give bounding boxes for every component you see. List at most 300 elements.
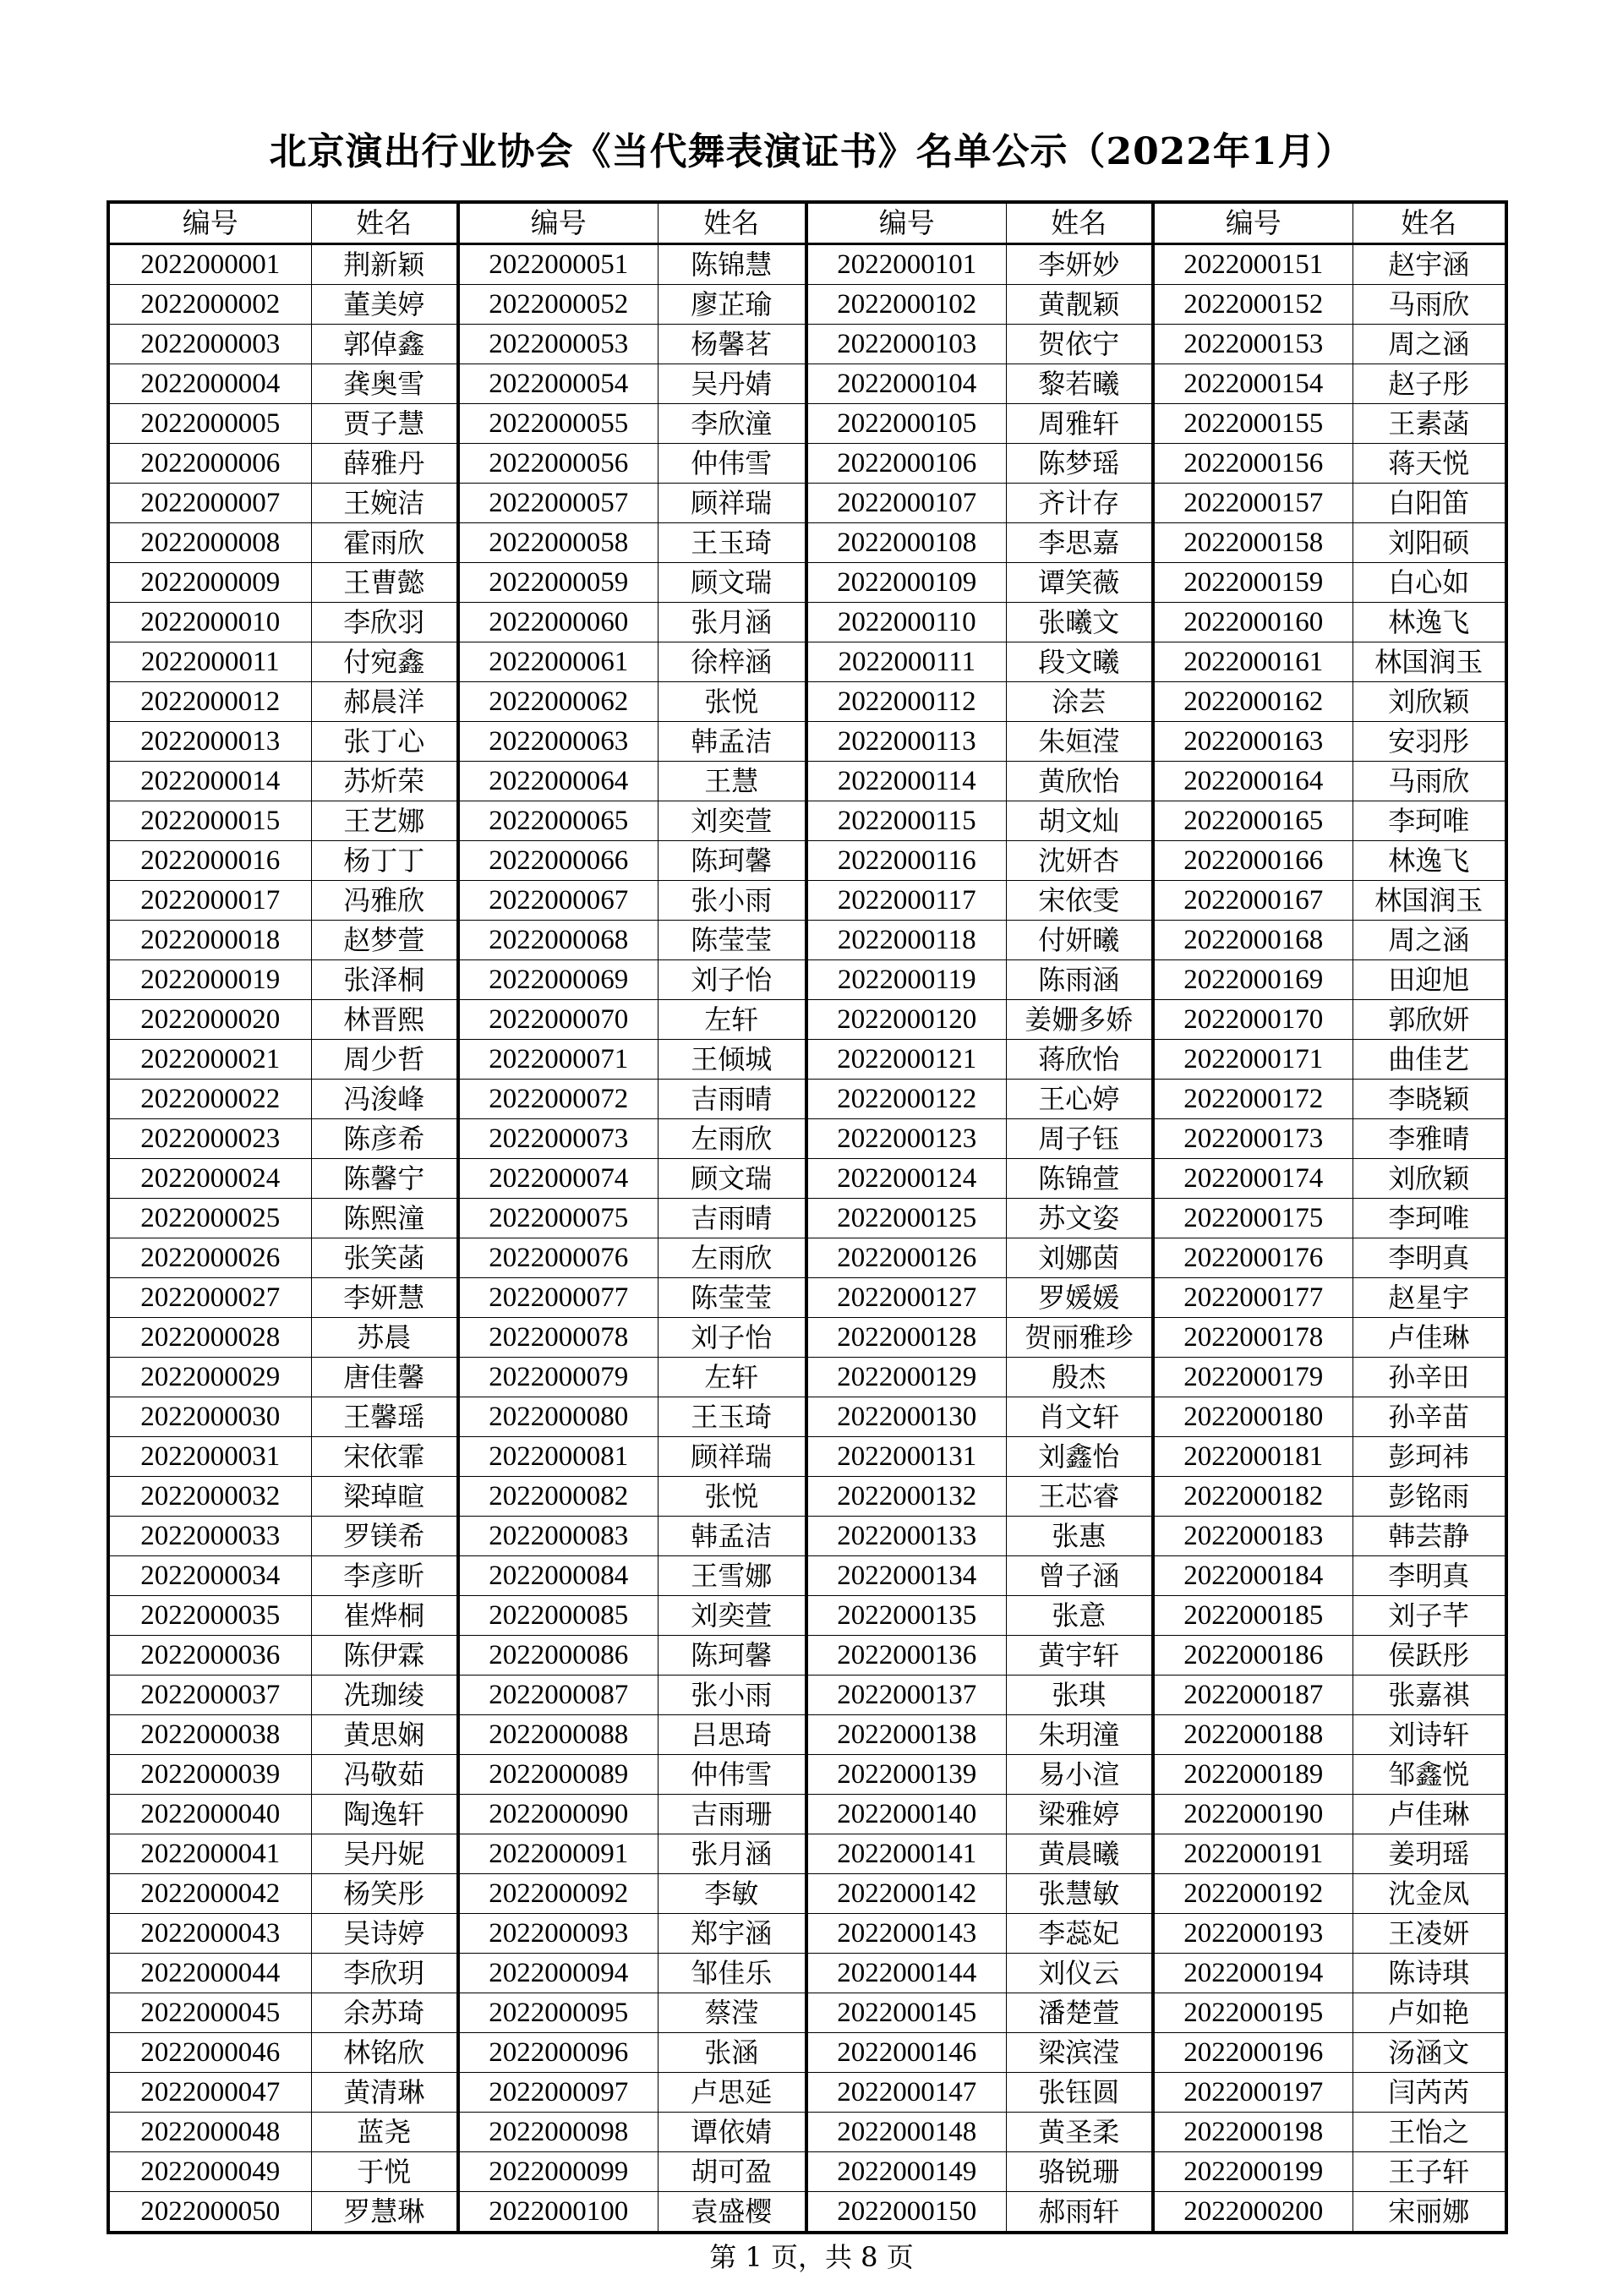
record-id-cell: 2022000163 xyxy=(1153,722,1352,762)
record-name-cell: 赵星宇 xyxy=(1352,1278,1506,1318)
record-id-cell: 2022000075 xyxy=(458,1199,658,1238)
record-id-cell: 2022000015 xyxy=(108,801,311,841)
record-id-cell: 2022000198 xyxy=(1153,2113,1352,2152)
column-header-name: 姓名 xyxy=(1352,202,1506,244)
record-name-cell: 张嘉祺 xyxy=(1352,1676,1506,1715)
record-name-cell: 骆锐珊 xyxy=(1006,2152,1153,2192)
record-name-cell: 左轩 xyxy=(658,1000,806,1040)
record-id-cell: 2022000189 xyxy=(1153,1755,1352,1795)
record-name-cell: 张琪 xyxy=(1006,1676,1153,1715)
record-name-cell: 李敏 xyxy=(658,1874,806,1914)
record-name-cell: 周之涵 xyxy=(1352,921,1506,960)
record-id-cell: 2022000046 xyxy=(108,2033,311,2073)
table-row xyxy=(108,404,1506,444)
record-id-cell: 2022000095 xyxy=(458,1993,658,2033)
record-id-cell: 2022000042 xyxy=(108,1874,311,1914)
record-name-cell: 胡文灿 xyxy=(1006,801,1153,841)
table-row xyxy=(108,722,1506,762)
record-id-cell: 2022000176 xyxy=(1153,1238,1352,1278)
record-id-cell: 2022000072 xyxy=(458,1080,658,1119)
record-id-cell: 2022000056 xyxy=(458,444,658,484)
record-name-cell: 梁雅婷 xyxy=(1006,1795,1153,1834)
record-name-cell: 陈锦萱 xyxy=(1006,1159,1153,1199)
table-row xyxy=(108,1397,1506,1437)
record-name-cell: 林逸飞 xyxy=(1352,841,1506,881)
table-row xyxy=(108,364,1506,404)
column-header-name: 姓名 xyxy=(658,202,806,244)
record-name-cell: 蒋欣怡 xyxy=(1006,1040,1153,1080)
record-id-cell: 2022000177 xyxy=(1153,1278,1352,1318)
record-id-cell: 2022000101 xyxy=(806,244,1006,285)
record-name-cell: 顾文瑞 xyxy=(658,563,806,603)
table-row xyxy=(108,1715,1506,1755)
record-name-cell: 胡可盈 xyxy=(658,2152,806,2192)
record-id-cell: 2022000031 xyxy=(108,1437,311,1477)
record-id-cell: 2022000097 xyxy=(458,2073,658,2113)
record-id-cell: 2022000062 xyxy=(458,682,658,722)
record-id-cell: 2022000145 xyxy=(806,1993,1006,2033)
record-id-cell: 2022000021 xyxy=(108,1040,311,1080)
record-name-cell: 林铭欣 xyxy=(311,2033,458,2073)
table-row xyxy=(108,881,1506,921)
record-id-cell: 2022000146 xyxy=(806,2033,1006,2073)
record-id-cell: 2022000122 xyxy=(806,1080,1006,1119)
record-id-cell: 2022000049 xyxy=(108,2152,311,2192)
record-id-cell: 2022000058 xyxy=(458,523,658,563)
record-name-cell: 冼珈绫 xyxy=(311,1676,458,1715)
record-id-cell: 2022000124 xyxy=(806,1159,1006,1199)
record-name-cell: 李珂唯 xyxy=(1352,801,1506,841)
record-name-cell: 宋丽娜 xyxy=(1352,2192,1506,2233)
record-name-cell: 崔烨桐 xyxy=(311,1596,458,1636)
record-name-cell: 张悦 xyxy=(658,682,806,722)
record-name-cell: 张曦文 xyxy=(1006,603,1153,642)
record-id-cell: 2022000102 xyxy=(806,285,1006,325)
record-name-cell: 罗媛媛 xyxy=(1006,1278,1153,1318)
record-name-cell: 卢思延 xyxy=(658,2073,806,2113)
record-name-cell: 顾文瑞 xyxy=(658,1159,806,1199)
page-footer: 第 1 页，共 8 页 xyxy=(709,2241,914,2273)
record-id-cell: 2022000116 xyxy=(806,841,1006,881)
record-name-cell: 蔡滢 xyxy=(658,1993,806,2033)
record-id-cell: 2022000014 xyxy=(108,762,311,801)
record-id-cell: 2022000055 xyxy=(458,404,658,444)
record-name-cell: 陈莹莹 xyxy=(658,1278,806,1318)
record-name-cell: 曲佳艺 xyxy=(1352,1040,1506,1080)
record-name-cell: 周雅轩 xyxy=(1006,404,1153,444)
record-id-cell: 2022000003 xyxy=(108,325,311,364)
table-row xyxy=(108,1636,1506,1676)
record-name-cell: 林国润玉 xyxy=(1352,881,1506,921)
record-name-cell: 陈珂馨 xyxy=(658,1636,806,1676)
record-id-cell: 2022000147 xyxy=(806,2073,1006,2113)
record-name-cell: 顾祥瑞 xyxy=(658,1437,806,1477)
table-row xyxy=(108,2033,1506,2073)
table-row xyxy=(108,444,1506,484)
record-name-cell: 仲伟雪 xyxy=(658,1755,806,1795)
record-id-cell: 2022000099 xyxy=(458,2152,658,2192)
record-name-cell: 霍雨欣 xyxy=(311,523,458,563)
record-name-cell: 袁盛樱 xyxy=(658,2192,806,2233)
record-id-cell: 2022000117 xyxy=(806,881,1006,921)
table-row xyxy=(108,1914,1506,1954)
record-id-cell: 2022000155 xyxy=(1153,404,1352,444)
record-name-cell: 王子轩 xyxy=(1352,2152,1506,2192)
record-id-cell: 2022000006 xyxy=(108,444,311,484)
record-name-cell: 蓝尧 xyxy=(311,2113,458,2152)
record-name-cell: 余苏琦 xyxy=(311,1993,458,2033)
record-name-cell: 王玉琦 xyxy=(658,523,806,563)
record-name-cell: 安羽彤 xyxy=(1352,722,1506,762)
record-id-cell: 2022000027 xyxy=(108,1278,311,1318)
record-id-cell: 2022000114 xyxy=(806,762,1006,801)
record-name-cell: 李蕊妃 xyxy=(1006,1914,1153,1954)
record-name-cell: 赵子彤 xyxy=(1352,364,1506,404)
record-id-cell: 2022000079 xyxy=(458,1358,658,1397)
record-id-cell: 2022000118 xyxy=(806,921,1006,960)
table-row xyxy=(108,1954,1506,1993)
record-name-cell: 张丁心 xyxy=(311,722,458,762)
record-name-cell: 姜玥瑶 xyxy=(1352,1834,1506,1874)
table-row xyxy=(108,2073,1506,2113)
record-name-cell: 王婉洁 xyxy=(311,484,458,523)
record-name-cell: 冯敬茹 xyxy=(311,1755,458,1795)
record-id-cell: 2022000169 xyxy=(1153,960,1352,1000)
record-name-cell: 张钰圆 xyxy=(1006,2073,1153,2113)
table-row xyxy=(108,1477,1506,1517)
record-name-cell: 王曹懿 xyxy=(311,563,458,603)
record-id-cell: 2022000149 xyxy=(806,2152,1006,2192)
table-row xyxy=(108,1556,1506,1596)
record-name-cell: 谭依婧 xyxy=(658,2113,806,2152)
record-name-cell: 孙辛苗 xyxy=(1352,1397,1506,1437)
record-id-cell: 2022000070 xyxy=(458,1000,658,1040)
record-id-cell: 2022000185 xyxy=(1153,1596,1352,1636)
record-name-cell: 周少哲 xyxy=(311,1040,458,1080)
table-row xyxy=(108,1676,1506,1715)
record-name-cell: 王心婷 xyxy=(1006,1080,1153,1119)
record-id-cell: 2022000061 xyxy=(458,642,658,682)
record-name-cell: 张月涵 xyxy=(658,603,806,642)
record-name-cell: 张笑菡 xyxy=(311,1238,458,1278)
record-name-cell: 左雨欣 xyxy=(658,1119,806,1159)
record-id-cell: 2022000084 xyxy=(458,1556,658,1596)
record-name-cell: 刘娜茵 xyxy=(1006,1238,1153,1278)
record-name-cell: 卢佳琳 xyxy=(1352,1795,1506,1834)
record-name-cell: 张小雨 xyxy=(658,881,806,921)
record-name-cell: 彭铭雨 xyxy=(1352,1477,1506,1517)
record-id-cell: 2022000028 xyxy=(108,1318,311,1358)
record-name-cell: 陈彦希 xyxy=(311,1119,458,1159)
record-name-cell: 冯浚峰 xyxy=(311,1080,458,1119)
record-id-cell: 2022000067 xyxy=(458,881,658,921)
record-id-cell: 2022000192 xyxy=(1153,1874,1352,1914)
column-header-id: 编号 xyxy=(1153,202,1352,244)
record-name-cell: 林逸飞 xyxy=(1352,603,1506,642)
record-id-cell: 2022000166 xyxy=(1153,841,1352,881)
record-name-cell: 王芯睿 xyxy=(1006,1477,1153,1517)
record-name-cell: 郭欣妍 xyxy=(1352,1000,1506,1040)
record-id-cell: 2022000187 xyxy=(1153,1676,1352,1715)
record-id-cell: 2022000023 xyxy=(108,1119,311,1159)
record-name-cell: 于悦 xyxy=(311,2152,458,2192)
record-id-cell: 2022000077 xyxy=(458,1278,658,1318)
record-name-cell: 田迎旭 xyxy=(1352,960,1506,1000)
record-name-cell: 郝雨轩 xyxy=(1006,2192,1153,2233)
record-id-cell: 2022000139 xyxy=(806,1755,1006,1795)
record-id-cell: 2022000037 xyxy=(108,1676,311,1715)
record-name-cell: 马雨欣 xyxy=(1352,762,1506,801)
record-name-cell: 宋依雯 xyxy=(1006,881,1153,921)
record-id-cell: 2022000068 xyxy=(458,921,658,960)
record-name-cell: 薛雅丹 xyxy=(311,444,458,484)
record-id-cell: 2022000137 xyxy=(806,1676,1006,1715)
record-id-cell: 2022000125 xyxy=(806,1199,1006,1238)
table-row xyxy=(108,1596,1506,1636)
record-id-cell: 2022000175 xyxy=(1153,1199,1352,1238)
record-name-cell: 段文曦 xyxy=(1006,642,1153,682)
record-name-cell: 付妍曦 xyxy=(1006,921,1153,960)
record-name-cell: 郝晨洋 xyxy=(311,682,458,722)
column-header-id: 编号 xyxy=(458,202,658,244)
record-name-cell: 贺丽雅珍 xyxy=(1006,1318,1153,1358)
record-name-cell: 李明真 xyxy=(1352,1238,1506,1278)
record-id-cell: 2022000151 xyxy=(1153,244,1352,285)
record-name-cell: 唐佳馨 xyxy=(311,1358,458,1397)
record-name-cell: 王雪娜 xyxy=(658,1556,806,1596)
record-id-cell: 2022000142 xyxy=(806,1874,1006,1914)
record-id-cell: 2022000053 xyxy=(458,325,658,364)
record-id-cell: 2022000094 xyxy=(458,1954,658,1993)
table-row xyxy=(108,1199,1506,1238)
page-title: 北京演出行业协会《当代舞表演证书》名单公示（2022年1月） xyxy=(269,130,1354,173)
record-id-cell: 2022000112 xyxy=(806,682,1006,722)
record-id-cell: 2022000044 xyxy=(108,1954,311,1993)
record-id-cell: 2022000080 xyxy=(458,1397,658,1437)
record-name-cell: 吕思琦 xyxy=(658,1715,806,1755)
record-name-cell: 贾子慧 xyxy=(311,404,458,444)
record-name-cell: 韩孟洁 xyxy=(658,722,806,762)
record-name-cell: 陈锦慧 xyxy=(658,244,806,285)
table-row xyxy=(108,2192,1506,2233)
record-id-cell: 2022000173 xyxy=(1153,1119,1352,1159)
record-id-cell: 2022000195 xyxy=(1153,1993,1352,2033)
record-name-cell: 齐计存 xyxy=(1006,484,1153,523)
record-name-cell: 卢佳琳 xyxy=(1352,1318,1506,1358)
record-name-cell: 黄晨曦 xyxy=(1006,1834,1153,1874)
record-id-cell: 2022000140 xyxy=(806,1795,1006,1834)
record-id-cell: 2022000036 xyxy=(108,1636,311,1676)
record-name-cell: 李妍慧 xyxy=(311,1278,458,1318)
table-row xyxy=(108,523,1506,563)
record-name-cell: 李明真 xyxy=(1352,1556,1506,1596)
table-row xyxy=(108,244,1506,285)
record-id-cell: 2022000188 xyxy=(1153,1715,1352,1755)
record-name-cell: 陈馨宁 xyxy=(311,1159,458,1199)
record-id-cell: 2022000005 xyxy=(108,404,311,444)
record-id-cell: 2022000071 xyxy=(458,1040,658,1080)
record-id-cell: 2022000113 xyxy=(806,722,1006,762)
record-id-cell: 2022000098 xyxy=(458,2113,658,2152)
record-id-cell: 2022000156 xyxy=(1153,444,1352,484)
record-name-cell: 张月涵 xyxy=(658,1834,806,1874)
record-id-cell: 2022000158 xyxy=(1153,523,1352,563)
record-name-cell: 陈雨涵 xyxy=(1006,960,1153,1000)
record-name-cell: 董美婷 xyxy=(311,285,458,325)
record-name-cell: 刘阳硕 xyxy=(1352,523,1506,563)
record-id-cell: 2022000092 xyxy=(458,1874,658,1914)
record-id-cell: 2022000066 xyxy=(458,841,658,881)
record-id-cell: 2022000045 xyxy=(108,1993,311,2033)
record-name-cell: 孙辛田 xyxy=(1352,1358,1506,1397)
table-row xyxy=(108,1238,1506,1278)
table-row xyxy=(108,682,1506,722)
record-id-cell: 2022000010 xyxy=(108,603,311,642)
record-name-cell: 罗镁希 xyxy=(311,1517,458,1556)
table-row xyxy=(108,1834,1506,1874)
record-name-cell: 林晋熙 xyxy=(311,1000,458,1040)
header-row xyxy=(108,202,1506,244)
record-name-cell: 黄思娴 xyxy=(311,1715,458,1755)
record-name-cell: 贺依宁 xyxy=(1006,325,1153,364)
record-id-cell: 2022000008 xyxy=(108,523,311,563)
record-id-cell: 2022000052 xyxy=(458,285,658,325)
table-row xyxy=(108,1358,1506,1397)
record-name-cell: 陈珂馨 xyxy=(658,841,806,881)
table-row xyxy=(108,1993,1506,2033)
record-name-cell: 梁滨滢 xyxy=(1006,2033,1153,2073)
record-name-cell: 刘仪云 xyxy=(1006,1954,1153,1993)
record-id-cell: 2022000168 xyxy=(1153,921,1352,960)
record-name-cell: 黄清琳 xyxy=(311,2073,458,2113)
table-row xyxy=(108,762,1506,801)
record-id-cell: 2022000035 xyxy=(108,1596,311,1636)
record-id-cell: 2022000183 xyxy=(1153,1517,1352,1556)
record-id-cell: 2022000033 xyxy=(108,1517,311,1556)
record-id-cell: 2022000104 xyxy=(806,364,1006,404)
table-row xyxy=(108,325,1506,364)
record-id-cell: 2022000078 xyxy=(458,1318,658,1358)
table-row xyxy=(108,642,1506,682)
record-name-cell: 吉雨晴 xyxy=(658,1199,806,1238)
record-id-cell: 2022000009 xyxy=(108,563,311,603)
record-id-cell: 2022000174 xyxy=(1153,1159,1352,1199)
record-name-cell: 吴丹妮 xyxy=(311,1834,458,1874)
record-id-cell: 2022000193 xyxy=(1153,1914,1352,1954)
record-id-cell: 2022000131 xyxy=(806,1437,1006,1477)
record-id-cell: 2022000043 xyxy=(108,1914,311,1954)
record-id-cell: 2022000150 xyxy=(806,2192,1006,2233)
record-name-cell: 廖芷瑜 xyxy=(658,285,806,325)
record-id-cell: 2022000004 xyxy=(108,364,311,404)
record-id-cell: 2022000184 xyxy=(1153,1556,1352,1596)
record-name-cell: 蒋天悦 xyxy=(1352,444,1506,484)
record-name-cell: 刘子怡 xyxy=(658,1318,806,1358)
record-name-cell: 邹鑫悦 xyxy=(1352,1755,1506,1795)
record-name-cell: 吴丹婧 xyxy=(658,364,806,404)
record-name-cell: 沈金凤 xyxy=(1352,1874,1506,1914)
record-id-cell: 2022000133 xyxy=(806,1517,1006,1556)
record-id-cell: 2022000041 xyxy=(108,1834,311,1874)
record-name-cell: 刘鑫怡 xyxy=(1006,1437,1153,1477)
record-name-cell: 朱玥潼 xyxy=(1006,1715,1153,1755)
record-id-cell: 2022000106 xyxy=(806,444,1006,484)
record-name-cell: 赵梦萱 xyxy=(311,921,458,960)
record-name-cell: 龚奥雪 xyxy=(311,364,458,404)
record-id-cell: 2022000138 xyxy=(806,1715,1006,1755)
record-name-cell: 郑宇涵 xyxy=(658,1914,806,1954)
record-id-cell: 2022000025 xyxy=(108,1199,311,1238)
record-id-cell: 2022000103 xyxy=(806,325,1006,364)
record-id-cell: 2022000090 xyxy=(458,1795,658,1834)
record-name-cell: 宋依霏 xyxy=(311,1437,458,1477)
record-name-cell: 王凌妍 xyxy=(1352,1914,1506,1954)
record-name-cell: 王怡之 xyxy=(1352,2113,1506,2152)
record-name-cell: 陈梦瑶 xyxy=(1006,444,1153,484)
record-id-cell: 2022000001 xyxy=(108,244,311,285)
record-id-cell: 2022000186 xyxy=(1153,1636,1352,1676)
record-id-cell: 2022000129 xyxy=(806,1358,1006,1397)
record-id-cell: 2022000020 xyxy=(108,1000,311,1040)
record-id-cell: 2022000136 xyxy=(806,1636,1006,1676)
record-id-cell: 2022000196 xyxy=(1153,2033,1352,2073)
record-id-cell: 2022000157 xyxy=(1153,484,1352,523)
record-id-cell: 2022000013 xyxy=(108,722,311,762)
record-name-cell: 李欣羽 xyxy=(311,603,458,642)
record-id-cell: 2022000060 xyxy=(458,603,658,642)
record-id-cell: 2022000002 xyxy=(108,285,311,325)
table-row xyxy=(108,1755,1506,1795)
record-id-cell: 2022000134 xyxy=(806,1556,1006,1596)
record-id-cell: 2022000011 xyxy=(108,642,311,682)
record-id-cell: 2022000200 xyxy=(1153,2192,1352,2233)
record-id-cell: 2022000178 xyxy=(1153,1318,1352,1358)
record-name-cell: 陈熙潼 xyxy=(311,1199,458,1238)
record-name-cell: 顾祥瑞 xyxy=(658,484,806,523)
record-id-cell: 2022000127 xyxy=(806,1278,1006,1318)
record-name-cell: 谭笑薇 xyxy=(1006,563,1153,603)
record-name-cell: 梁琸暄 xyxy=(311,1477,458,1517)
record-id-cell: 2022000162 xyxy=(1153,682,1352,722)
record-id-cell: 2022000016 xyxy=(108,841,311,881)
record-name-cell: 白阳笛 xyxy=(1352,484,1506,523)
record-name-cell: 吴诗婷 xyxy=(311,1914,458,1954)
record-name-cell: 黄圣柔 xyxy=(1006,2113,1153,2152)
record-name-cell: 王慧 xyxy=(658,762,806,801)
record-name-cell: 杨馨茗 xyxy=(658,325,806,364)
record-id-cell: 2022000190 xyxy=(1153,1795,1352,1834)
record-name-cell: 白心如 xyxy=(1352,563,1506,603)
record-id-cell: 2022000022 xyxy=(108,1080,311,1119)
record-name-cell: 李欣潼 xyxy=(658,404,806,444)
record-id-cell: 2022000135 xyxy=(806,1596,1006,1636)
record-id-cell: 2022000165 xyxy=(1153,801,1352,841)
record-name-cell: 黄靓颖 xyxy=(1006,285,1153,325)
record-name-cell: 荆新颖 xyxy=(311,244,458,285)
record-id-cell: 2022000161 xyxy=(1153,642,1352,682)
record-name-cell: 李思嘉 xyxy=(1006,523,1153,563)
record-id-cell: 2022000082 xyxy=(458,1477,658,1517)
record-id-cell: 2022000110 xyxy=(806,603,1006,642)
table-body xyxy=(108,244,1506,2233)
table-row xyxy=(108,1040,1506,1080)
record-name-cell: 张泽桐 xyxy=(311,960,458,1000)
record-name-cell: 郭倬鑫 xyxy=(311,325,458,364)
record-id-cell: 2022000040 xyxy=(108,1795,311,1834)
record-name-cell: 李晓颖 xyxy=(1352,1080,1506,1119)
record-name-cell: 周子钰 xyxy=(1006,1119,1153,1159)
record-name-cell: 李雅晴 xyxy=(1352,1119,1506,1159)
